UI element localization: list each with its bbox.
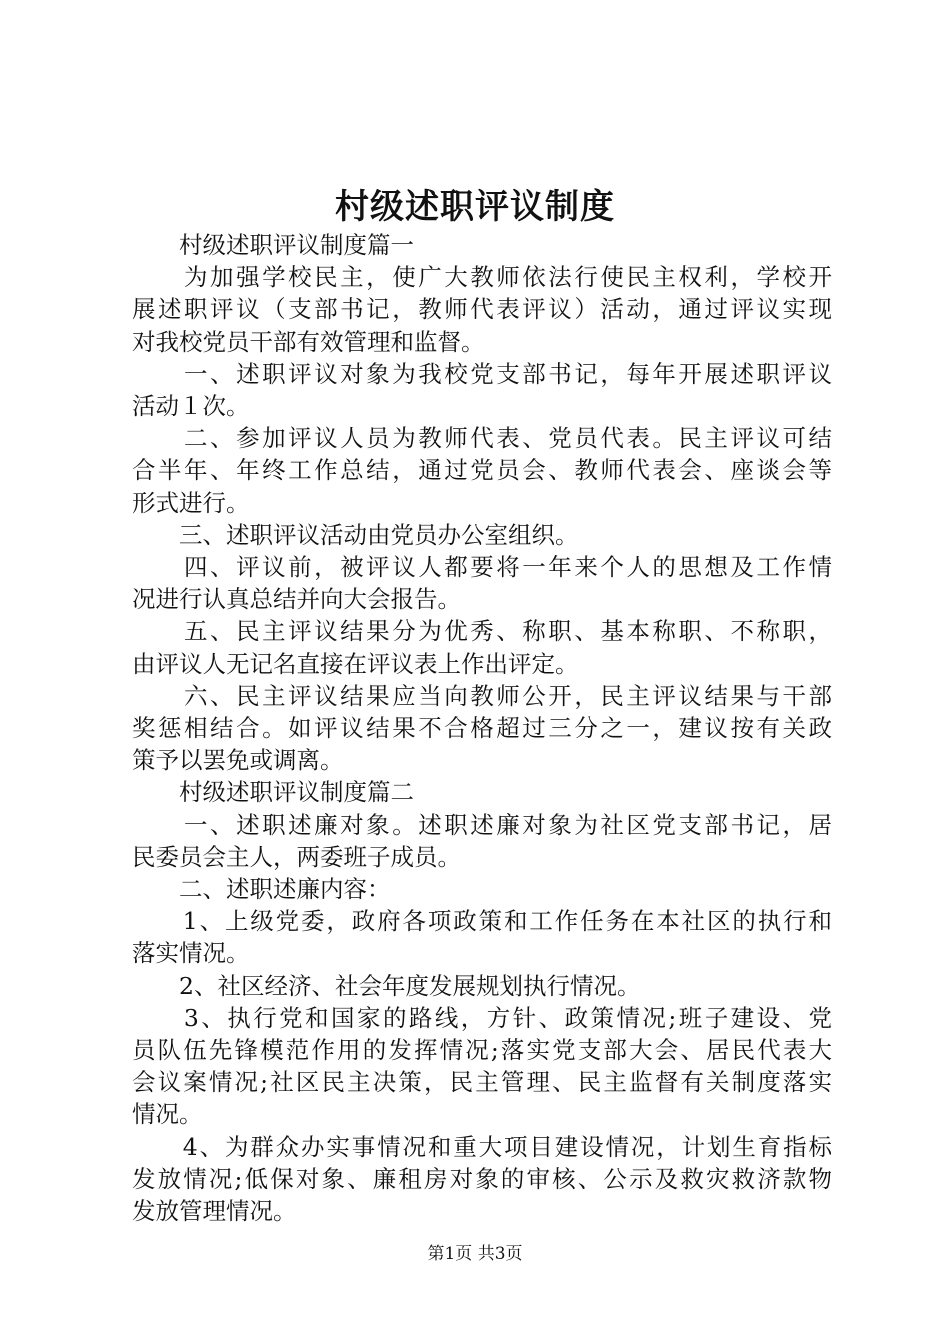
- text-line: 民委员会主人，两委班子成员。: [132, 842, 461, 871]
- text-line: 形式进行。: [132, 488, 250, 517]
- text-line: 村级述职评议制度篇二: [132, 778, 414, 807]
- text-line: 情况。: [132, 1100, 203, 1129]
- text-line: 会议案情况;社区民主决策，民主管理、民主监督有关制度落实: [132, 1068, 835, 1097]
- text-line: 活动１次。: [132, 392, 250, 421]
- text-line: 发放管理情况。: [132, 1197, 297, 1226]
- text-line: 员队伍先锋模范作用的发挥情况;落实党支部大会、居民代表大: [132, 1036, 835, 1065]
- text-line: 奖惩相结合。如评议结果不合格超过三分之一，建议按有关政: [132, 714, 835, 743]
- text-line: 3、执行党和国家的路线，方针、政策情况;班子建设、党: [132, 1003, 835, 1032]
- text-line: 1、上级党委，政府各项政策和工作任务在本社区的执行和: [132, 907, 834, 936]
- text-line: 二、述职述廉内容：: [132, 875, 391, 904]
- text-line: 一、述职评议对象为我校党支部书记，每年开展述职评议: [132, 359, 835, 388]
- text-line: 展述职评议（支部书记，教师代表评议）活动，通过评议实现: [132, 295, 835, 324]
- text-line: 三、述职评议活动由党员办公室组织。: [132, 520, 579, 549]
- text-line: 况进行认真总结并向大会报告。: [132, 585, 461, 614]
- text-line: 四、评议前，被评议人都要将一年来个人的思想及工作情: [132, 553, 835, 582]
- document-body: [132, 229, 835, 1227]
- text-line: 发放情况;低保对象、廉租房对象的审核、公示及救灾救济款物: [132, 1164, 835, 1193]
- text-line: 落实情况。: [132, 939, 250, 968]
- text-line: 为加强学校民主，使广大教师依法行使民主权利，学校开: [132, 263, 835, 292]
- text-line: 一、述职述廉对象。述职述廉对象为社区党支部书记，居: [132, 810, 835, 839]
- page-footer: 第1页 共3页: [427, 1244, 523, 1264]
- text-line: 策予以罢免或调离。: [132, 746, 344, 775]
- text-line: 五、民主评议结果分为优秀、称职、基本称职、不称职，: [132, 617, 835, 646]
- text-line: 对我校党员干部有效管理和监督。: [132, 327, 485, 356]
- text-line: 合半年、年终工作总结，通过党员会、教师代表会、座谈会等: [132, 456, 835, 485]
- text-line: 村级述职评议制度篇一: [132, 231, 414, 259]
- text-line: 六、民主评议结果应当向教师公开，民主评议结果与干部: [132, 681, 835, 710]
- text-line: 由评议人无记名直接在评议表上作出评定。: [132, 649, 579, 678]
- page-title: 村级述职评议制度: [335, 187, 615, 227]
- text-line: 2、社区经济、社会年度发展规划执行情况。: [132, 971, 641, 1000]
- text-line: 4、为群众办实事情况和重大项目建设情况，计划生育指标: [132, 1132, 834, 1161]
- text-line: 二、参加评议人员为教师代表、党员代表。民主评议可结: [132, 424, 835, 453]
